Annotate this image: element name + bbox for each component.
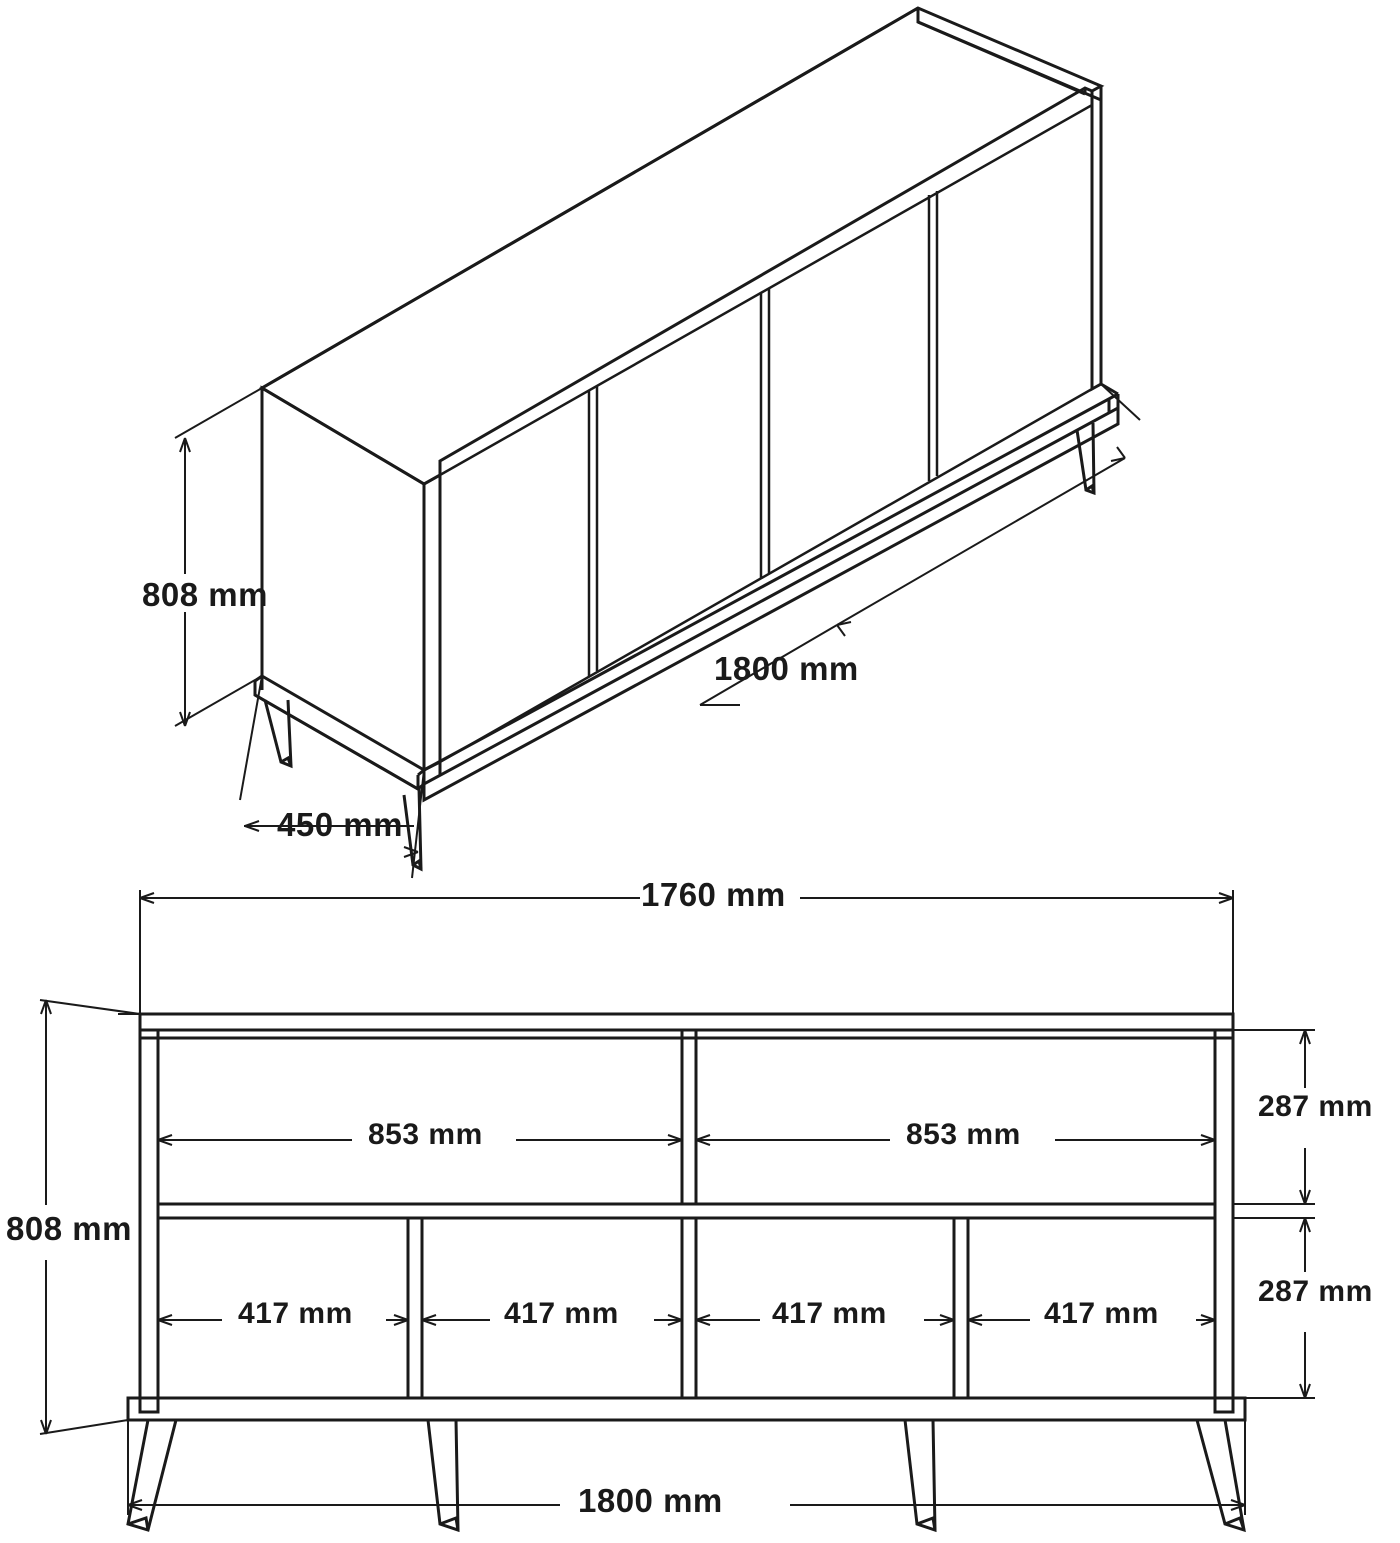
dimension-label-inner-width: 1760 mm: [641, 876, 786, 913]
dimension-label-upper-compartment-height: 287 mm: [1258, 1090, 1373, 1123]
dimension-label-lower-bay-3: 417 mm: [772, 1297, 887, 1330]
isometric-view: [175, 8, 1140, 878]
dimension-label-lower-compartment-height: 287 mm: [1258, 1275, 1373, 1308]
dimension-label-iso-width: 1800 mm: [714, 650, 859, 687]
dimension-label-iso-depth: 450 mm: [277, 806, 403, 843]
dimension-label-total-height: 808 mm: [6, 1210, 132, 1247]
dimension-label-iso-height: 808 mm: [142, 576, 268, 613]
front-elevation-view: [40, 890, 1315, 1530]
dimension-label-upper-shelf-right: 853 mm: [906, 1118, 1021, 1151]
dimension-label-overall-width: 1800 mm: [578, 1482, 723, 1519]
dimension-label-lower-bay-4: 417 mm: [1044, 1297, 1159, 1330]
dimension-label-upper-shelf-left: 853 mm: [368, 1118, 483, 1151]
dimension-label-lower-bay-2: 417 mm: [504, 1297, 619, 1330]
dimension-label-lower-bay-1: 417 mm: [238, 1297, 353, 1330]
